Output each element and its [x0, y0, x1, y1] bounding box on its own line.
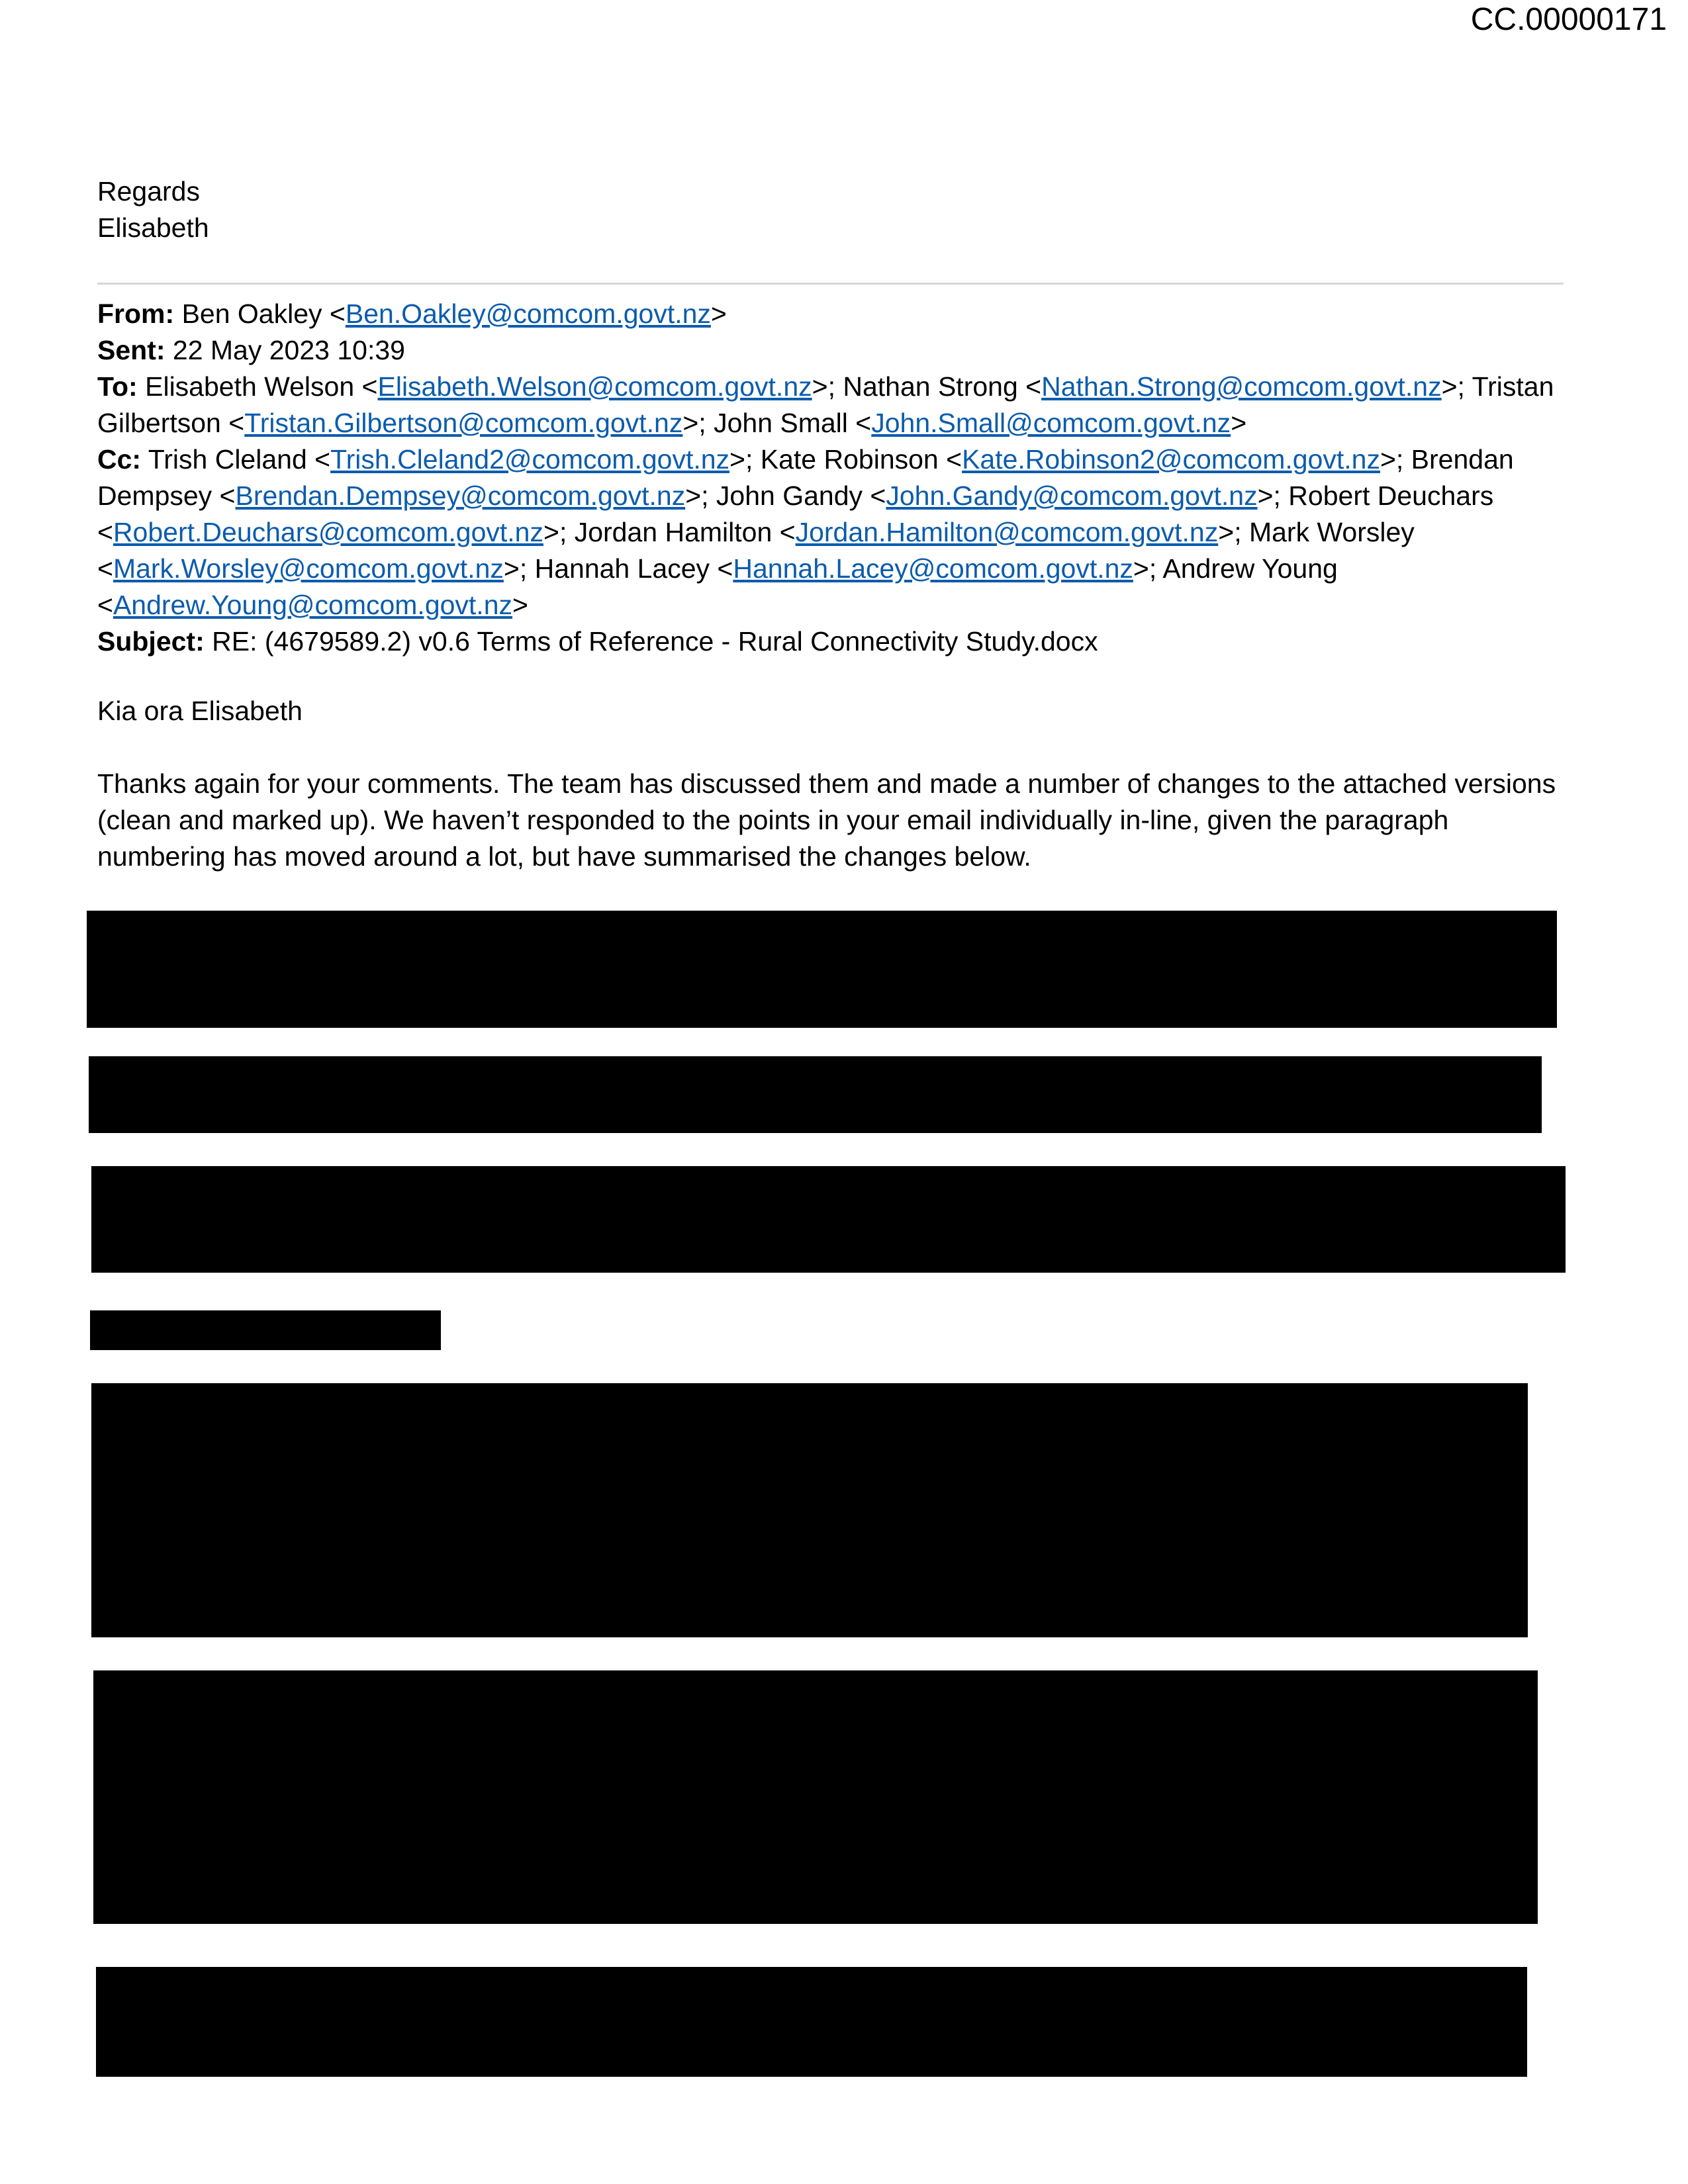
- to-email-link[interactable]: Tristan.Gilbertson@comcom.govt.nz: [244, 408, 683, 438]
- signoff-name: Elisabeth: [97, 212, 209, 243]
- to-label: To:: [97, 371, 138, 402]
- to-text: >; Nathan Strong <: [812, 371, 1042, 402]
- cc-line-continued: [97, 514, 1573, 551]
- redaction-block: [91, 1166, 1566, 1273]
- cc-text: >; John Gandy <: [685, 480, 886, 511]
- cc-text: >; Andrew Young: [1133, 553, 1338, 584]
- to-text: >: [1231, 408, 1247, 438]
- to-line: [97, 369, 1573, 405]
- from-line: [97, 296, 1573, 332]
- cc-email-link[interactable]: Jordan.Hamilton@comcom.govt.nz: [795, 517, 1219, 547]
- cc-email-link[interactable]: John.Gandy@comcom.govt.nz: [886, 480, 1258, 511]
- cc-email-link[interactable]: Andrew.Young@comcom.govt.nz: [113, 590, 513, 620]
- cc-text: <: [97, 553, 113, 584]
- cc-text: >; Kate Robinson <: [729, 444, 962, 475]
- subject-label: Subject:: [97, 626, 205, 657]
- subject-line: [97, 623, 1573, 660]
- cc-email-link[interactable]: Brendan.Dempsey@comcom.govt.nz: [235, 480, 686, 511]
- paragraph-line: (clean and marked up). We haven’t responded to the points in your email individually in-line, given the paragraph: [97, 805, 1449, 835]
- cc-line-continued: [97, 478, 1573, 514]
- body-paragraph: [97, 766, 1573, 875]
- greeting: [97, 693, 1573, 729]
- cc-text: >; Mark Worsley: [1218, 517, 1415, 547]
- sent-line: [97, 332, 1573, 369]
- sent-value: 22 May 2023 10:39: [172, 335, 405, 365]
- to-email-link[interactable]: Elisabeth.Welson@comcom.govt.nz: [377, 371, 812, 402]
- cc-text: Trish Cleland <: [148, 444, 331, 475]
- from-label: From:: [97, 298, 175, 329]
- cc-label: Cc:: [97, 444, 142, 475]
- to-text: Gilbertson <: [97, 408, 245, 438]
- from-tail: >: [710, 298, 727, 329]
- cc-text: >; Robert Deuchars: [1257, 480, 1494, 511]
- cc-line-continued: [97, 551, 1573, 587]
- redaction-block: [90, 1310, 441, 1350]
- from-email-link[interactable]: Ben.Oakley@comcom.govt.nz: [345, 298, 711, 329]
- cc-text: Dempsey <: [97, 480, 236, 511]
- to-line-continued: [97, 405, 1573, 441]
- cc-text: >; Brendan: [1380, 444, 1514, 475]
- cc-line-continued: [97, 587, 1573, 623]
- redaction-block: [93, 1670, 1538, 1924]
- redaction-block: [87, 911, 1557, 1028]
- redaction-block: [89, 1056, 1542, 1133]
- email-signoff: [97, 173, 209, 246]
- paragraph-line: numbering has moved around a lot, but have summarised the changes below.: [97, 841, 1031, 872]
- paragraph-line: Thanks again for your comments. The team has discussed them and made a number of changes to the attached versions: [97, 768, 1556, 799]
- cc-text: <: [97, 590, 113, 620]
- cc-text: >: [512, 590, 528, 620]
- regards-text: Regards: [97, 176, 200, 206]
- cc-email-link[interactable]: Kate.Robinson2@comcom.govt.nz: [962, 444, 1380, 475]
- redaction-block: [96, 1967, 1527, 2077]
- to-text: >; Tristan: [1441, 371, 1554, 402]
- cc-email-link[interactable]: Mark.Worsley@comcom.govt.nz: [113, 553, 504, 584]
- document-id: CC.00000171: [1470, 2, 1667, 37]
- subject-value: RE: (4679589.2) v0.6 Terms of Reference - Rural Connectivity Study.docx: [212, 626, 1098, 657]
- greeting-text: Kia ora Elisabeth: [97, 696, 303, 726]
- to-text: Elisabeth Welson <: [145, 371, 378, 402]
- cc-text: >; Hannah Lacey <: [503, 553, 733, 584]
- redaction-block: [91, 1383, 1528, 1637]
- to-email-link[interactable]: Nathan.Strong@comcom.govt.nz: [1041, 371, 1442, 402]
- email-separator: [97, 283, 1564, 285]
- cc-email-link[interactable]: Robert.Deuchars@comcom.govt.nz: [113, 517, 543, 547]
- cc-text: <: [97, 517, 113, 547]
- from-name: Ben Oakley <: [181, 298, 346, 329]
- sent-label: Sent:: [97, 335, 165, 365]
- to-email-link[interactable]: John.Small@comcom.govt.nz: [871, 408, 1231, 438]
- email-header: [97, 296, 1573, 660]
- cc-email-link[interactable]: Hannah.Lacey@comcom.govt.nz: [733, 553, 1133, 584]
- cc-email-link[interactable]: Trish.Cleland2@comcom.govt.nz: [330, 444, 730, 475]
- cc-line: [97, 441, 1573, 478]
- to-text: >; John Small <: [682, 408, 872, 438]
- cc-text: >; Jordan Hamilton <: [543, 517, 796, 547]
